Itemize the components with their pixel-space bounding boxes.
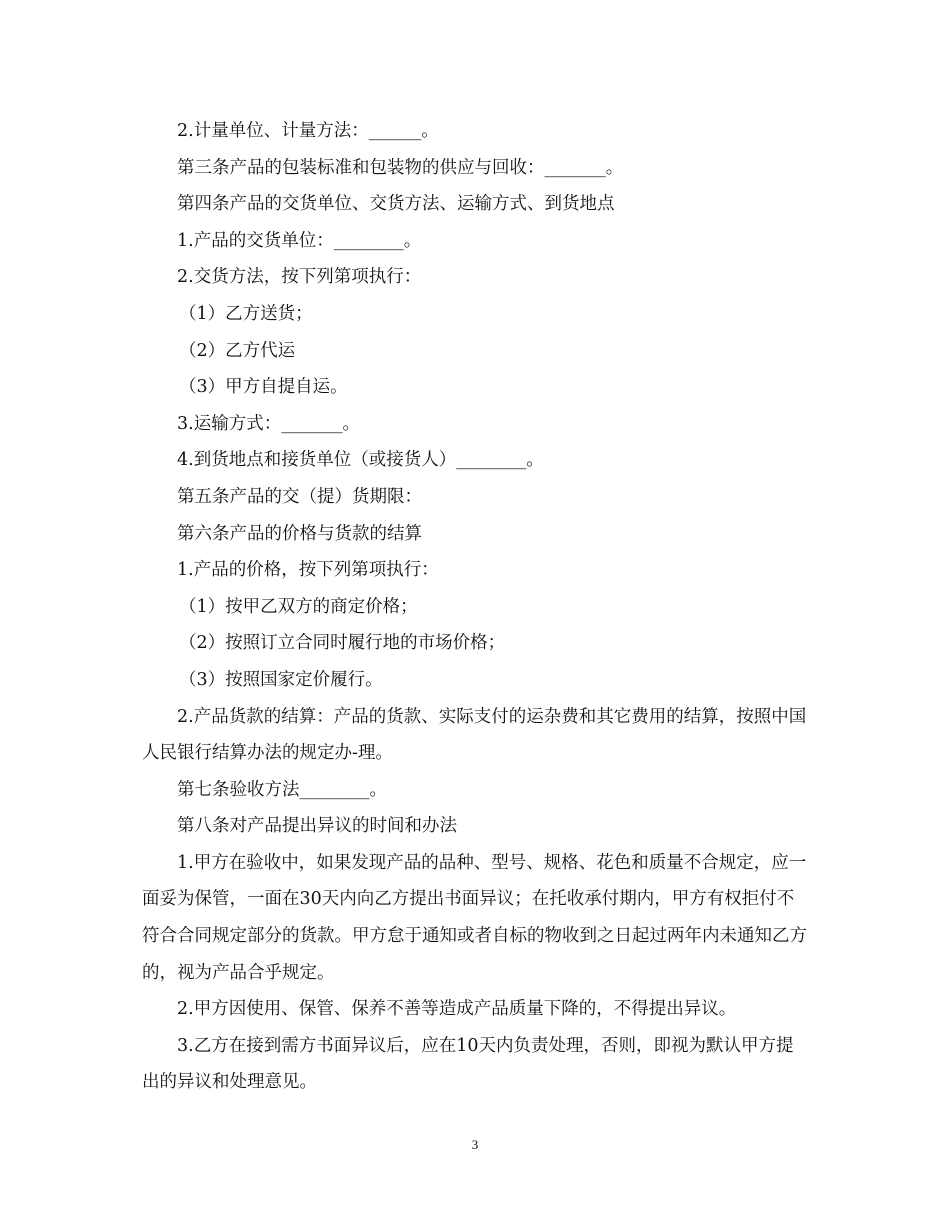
paragraph-article-6: 第六条产品的价格与货款的结算: [177, 523, 422, 544]
page-number: 3: [471, 1137, 479, 1152]
paragraph-article-7: 第七条验收方法________。: [177, 779, 387, 800]
paragraph-delivery-method: 2.交货方法，按下列第项执行：: [177, 267, 422, 288]
list-item-delivery-1: （1）乙方送货；: [179, 303, 313, 324]
paragraph-article-3: 第三条产品的包装标准和包装物的供应与回收：_______。: [177, 157, 624, 178]
list-item-price-1: （1）按甲乙双方的商定价格；: [179, 596, 418, 617]
paragraph-objection-2: 2.甲方因使用、保管、保养不善等造成产品质量下降的，不得提出异议。: [177, 999, 737, 1020]
paragraph-settlement: 2.产品货款的结算：产品的货款、实际支付的运杂费和其它费用的结算，按照中国人民银行结算办法的规定办-理。: [142, 706, 807, 764]
document-body: [142, 113, 810, 1101]
paragraph-objection-1: 1.甲方在验收中，如果发现产品的品种、型号、规格、花色和质量不合规定，应一面妥为保管，一面在30天内向乙方提出书面异议；在托收承付期内，甲方有权拒付不符合合同规定部分的货款。甲方怠于通知或者自标的物收到之日起过两年内未通知乙方的，视为产品合乎规定。: [142, 852, 807, 983]
paragraph-objection-3: 3.乙方在接到需方书面异议后，应在10天内负责处理，否则，即视为默认甲方提出的异议和处理意见。: [142, 1035, 794, 1093]
paragraph-article-8: 第八条对产品提出异议的时间和办法: [177, 816, 457, 837]
list-item-price-3: （3）按照国家定价履行。: [179, 669, 383, 690]
paragraph-destination: 4.到货地点和接货单位（或接货人）________。: [177, 450, 544, 471]
paragraph-delivery-unit: 1.产品的交货单位：________。: [177, 230, 422, 251]
list-item-delivery-3: （3）甲方自提自运。: [179, 377, 348, 398]
paragraph-article-4: 第四条产品的交货单位、交货方法、运输方式、到货地点: [177, 194, 615, 215]
paragraph-price: 1.产品的价格，按下列第项执行：: [177, 560, 439, 581]
list-item-delivery-2: （2）乙方代运: [179, 340, 296, 361]
paragraph-article-5: 第五条产品的交（提）货期限：: [177, 486, 422, 507]
paragraph-transport-mode: 3.运输方式：_______。: [177, 413, 360, 434]
paragraph-measure-unit: 2.计量单位、计量方法：______。: [177, 121, 439, 141]
list-item-price-2: （2）按照订立合同时履行地的市场价格；: [179, 633, 506, 654]
